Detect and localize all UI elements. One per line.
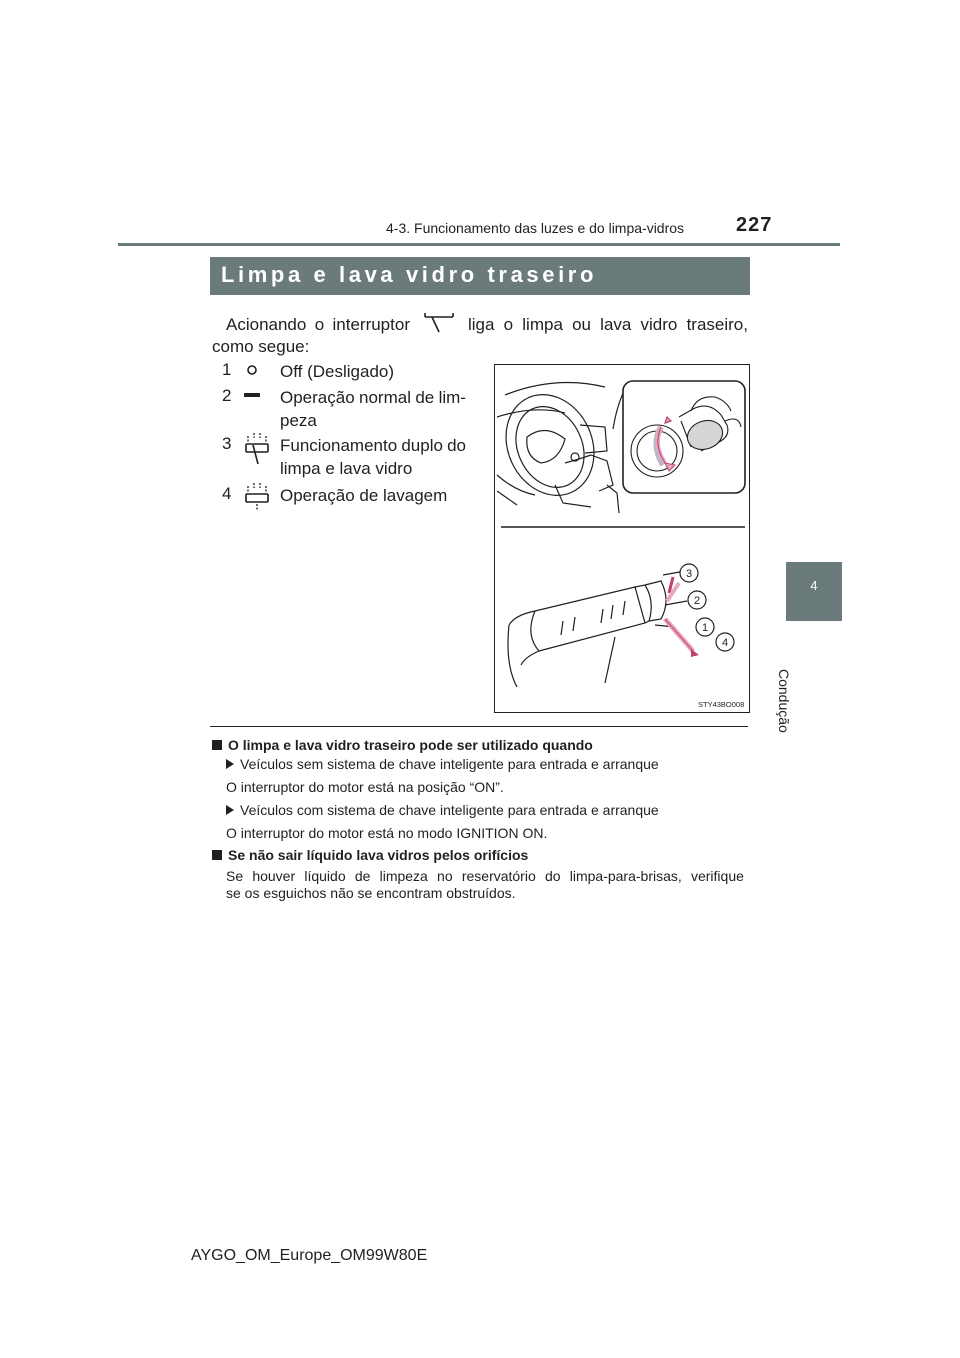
word: interruptor [332,315,410,334]
square-bullet-icon [212,850,222,860]
word: do [447,436,466,455]
word: reservatório [461,868,536,884]
intro-line-2: como segue: [212,337,310,356]
normal-wipe-icon [243,388,261,404]
page-number: 227 [736,214,773,236]
word: verifique [690,868,744,884]
note-1-condition-2 [226,802,659,819]
wiper-lever-illustration [495,365,749,712]
word: o [503,315,514,334]
wiper-washer-icon [244,432,270,466]
word: normal [359,388,411,407]
word: vidro [640,315,678,334]
word: limpa [522,315,563,334]
position-number-1: 1 [222,360,232,379]
wiper-lever-figure [494,364,750,713]
word: houver [252,868,296,884]
callout-4-label: 4 [721,637,729,649]
word: Se [226,868,244,884]
word: do [544,868,561,884]
section-divider [210,726,748,727]
word: lim- [438,388,466,407]
section-banner [210,257,750,295]
off-circle-icon [244,362,260,378]
word: de [354,868,371,884]
rear-wiper-switch-icon [422,312,456,336]
word: duplo [401,436,443,455]
chapter-label: Condução [776,669,792,733]
position-text-3-line-1 [280,434,466,457]
position-text-3-line-2: limpa e lava vidro [280,459,413,478]
washer-icon [244,482,270,512]
note-2-text-line-2: se os esguichos não se encontram obstruídos. [226,885,516,901]
word: líquido [304,868,346,884]
word: no [437,868,453,884]
header-rule [118,243,840,246]
position-number-3: 3 [222,434,232,453]
word: de [415,388,435,407]
note-1-result-1: O interruptor do motor está na posição “ON”. [226,779,504,795]
callout-3-label: 3 [685,568,693,580]
square-bullet-icon [212,740,222,750]
document-id: AYGO_OM_Europe_OM99W80E [191,1247,428,1264]
condition-text: Veículos sem sistema de chave inteligente para entrada e arranque [240,756,659,772]
note-2-title-text: Se não sair líquido lava vidros pelos orifícios [228,847,529,863]
word: Operação [280,388,355,407]
word: lava [600,315,632,334]
position-number-4: 4 [222,484,232,503]
triangle-bullet-icon [226,759,234,769]
figure-code: STY43BO008 [698,700,745,709]
word: limpeza [379,868,428,884]
position-text-1: Off (Desligado) [280,362,395,381]
chapter-label-area [776,621,842,733]
word: liga [468,315,495,334]
condition-text: Veículos com sistema de chave inteligente para entrada e arranque [240,802,659,818]
word: Acionando [226,315,307,334]
note-1-title-text: O limpa e lava vidro traseiro pode ser utilizado quando [228,737,593,753]
word: limpa-para-brisas, [569,868,682,884]
callout-2-label: 2 [693,595,701,607]
chapter-number: 4 [810,578,818,593]
intro-line-1b [468,313,748,336]
note-1-result-2: O interruptor do motor está no modo IGNITION ON. [226,825,548,841]
note-2-title [212,847,528,863]
position-text-2-line-1 [280,386,466,409]
intro-line-1a [226,313,410,336]
position-text-2-line-2: peza [280,411,317,430]
note-1-title [212,737,593,753]
note-1-condition-1 [226,756,659,773]
callout-1-label: 1 [701,622,709,634]
word: o [314,315,325,334]
section-path: 4-3. Funcionamento das luzes e do limpa-vidros [386,220,685,236]
word: traseiro, [686,315,748,334]
word: Funcionamento [280,436,398,455]
position-number-2: 2 [222,386,232,405]
word: ou [572,315,591,334]
section-title: Limpa e lava vidro traseiro [221,262,597,287]
position-text-4: Operação de lavagem [280,486,448,505]
triangle-bullet-icon [226,805,234,815]
note-2-text-line-1 [226,868,744,885]
